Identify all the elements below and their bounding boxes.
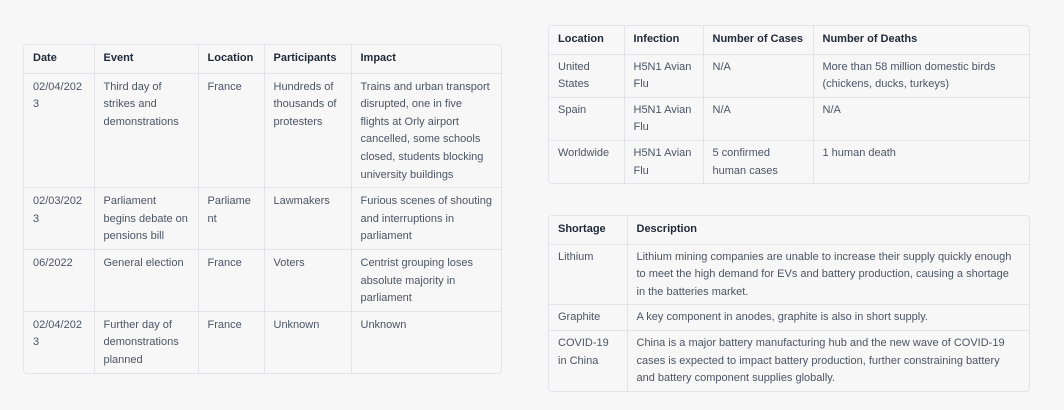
cell-participants: Hundreds of thousands of protesters	[264, 73, 351, 188]
table-row	[24, 73, 501, 188]
cell-cases: 5 confirmed human cases	[703, 140, 813, 183]
table-row	[549, 244, 1029, 305]
table-header-row	[549, 26, 1029, 54]
cell-location: United States	[549, 54, 624, 97]
column-header-date: Date	[24, 45, 94, 73]
cell-location: Spain	[549, 97, 624, 140]
cell-date: 02/04/2023	[24, 311, 94, 372]
cell-impact: Trains and urban transport disrupted, one in five flights at Orly airport cancelled, some schools closed, students blocking university buildings	[351, 73, 501, 188]
cell-impact: Furious scenes of shouting and interruptions in parliament	[351, 188, 501, 250]
cell-shortage: COVID-19 in China	[549, 330, 627, 390]
table-row	[24, 311, 501, 372]
cell-impact: Centrist grouping loses absolute majority in parliament	[351, 249, 501, 311]
avian-flu-table	[548, 25, 1030, 184]
cell-deaths: N/A	[813, 97, 1029, 140]
cell-deaths: More than 58 million domestic birds (chickens, ducks, turkeys)	[813, 54, 1029, 97]
cell-description: China is a major battery manufacturing hub and the new wave of COVID-19 cases is expected to impact battery production, further constraining battery and battery component supplies globally.	[636, 336, 1005, 385]
cell-infection: H5N1 Avian Flu	[624, 54, 703, 97]
cell-participants: Lawmakers	[264, 188, 351, 250]
shortage-table	[548, 215, 1030, 392]
cell-event: Third day of strikes and demonstrations	[94, 73, 198, 188]
cell-date: 06/2022	[24, 249, 94, 311]
table-row	[549, 305, 1029, 331]
cell-event: Further day of demonstrations planned	[94, 311, 198, 372]
cell-impact: Unknown	[360, 318, 407, 331]
table-row	[24, 249, 501, 311]
cell-infection: H5N1 Avian Flu	[624, 97, 703, 140]
cell-location: France	[198, 249, 264, 311]
column-header-event: Event	[94, 45, 198, 73]
cell-event: Parliament begins debate on pensions bill	[94, 188, 198, 250]
cell-date: 02/04/2023	[24, 73, 94, 188]
cell-deaths: 1 human death	[822, 146, 896, 159]
cell-infection: H5N1 Avian Flu	[624, 140, 703, 183]
table-row	[549, 140, 1029, 183]
cell-date: 02/03/2023	[24, 188, 94, 250]
table-header-row	[24, 45, 501, 73]
column-header-description: Description	[627, 216, 1029, 244]
cell-location: France	[198, 311, 264, 372]
cell-location: Parliament	[198, 188, 264, 250]
table-row	[24, 188, 501, 250]
column-header-cases: Number of Cases	[703, 26, 813, 54]
cell-description: Lithium mining companies are unable to increase their supply quickly enough to meet the high demand for EVs and battery production, causing a shortage in the batteries market.	[627, 244, 1029, 305]
table-header-row	[549, 216, 1029, 244]
table-row	[549, 54, 1029, 97]
cell-shortage: Lithium	[549, 244, 627, 305]
column-header-location: Location	[198, 45, 264, 73]
cell-location: France	[198, 73, 264, 188]
table-row	[549, 330, 1029, 390]
cell-cases: N/A	[703, 54, 813, 97]
column-header-shortage: Shortage	[549, 216, 627, 244]
cell-event: General election	[94, 249, 198, 311]
cell-participants: Voters	[264, 249, 351, 311]
column-header-location: Location	[549, 26, 624, 54]
cell-description: A key component in anodes, graphite is also in short supply.	[627, 305, 1029, 331]
events-table	[23, 44, 502, 374]
column-header-participants: Participants	[264, 45, 351, 73]
cell-location: Worldwide	[549, 140, 624, 183]
cell-cases: N/A	[703, 97, 813, 140]
column-header-deaths: Number of Deaths	[813, 26, 1029, 54]
cell-shortage: Graphite	[549, 305, 627, 331]
column-header-impact: Impact	[351, 45, 501, 73]
cell-participants: Unknown	[264, 311, 351, 372]
column-header-infection: Infection	[624, 26, 703, 54]
table-row	[549, 97, 1029, 140]
